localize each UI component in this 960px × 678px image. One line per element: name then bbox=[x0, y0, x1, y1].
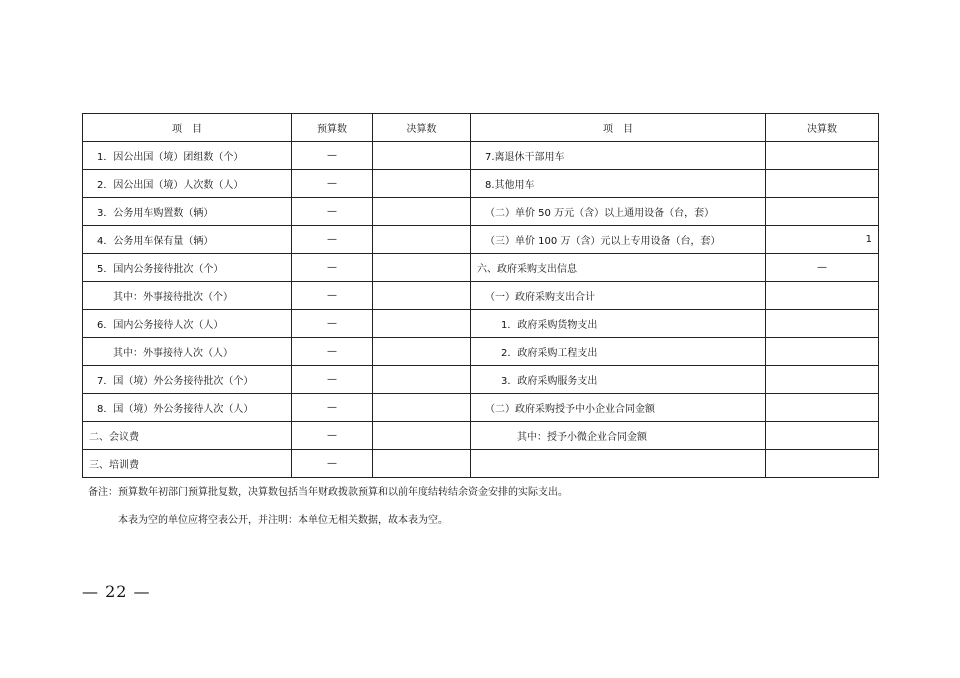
row-item-left: 2．因公出国（境）人次数（人） bbox=[83, 170, 292, 198]
table-row bbox=[83, 254, 879, 282]
row-item-right: 1．政府采购货物支出 bbox=[471, 310, 766, 338]
row-final-right bbox=[766, 450, 879, 478]
row-item-left: 其中：外事接待人次（人） bbox=[83, 338, 292, 366]
row-item-right: 7.离退休干部用车 bbox=[471, 142, 766, 170]
header-budget: 预算数 bbox=[292, 114, 373, 142]
row-budget: — bbox=[292, 394, 373, 422]
row-item-left: 1．因公出国（境）团组数（个） bbox=[83, 142, 292, 170]
header-final-right: 决算数 bbox=[766, 114, 879, 142]
row-item-left: 4．公务用车保有量（辆） bbox=[83, 226, 292, 254]
row-item-left: 6．国内公务接待人次（人） bbox=[83, 310, 292, 338]
row-item-left: 3．公务用车购置数（辆） bbox=[83, 198, 292, 226]
row-item-right: 2．政府采购工程支出 bbox=[471, 338, 766, 366]
row-final-left bbox=[373, 450, 471, 478]
row-budget: — bbox=[292, 450, 373, 478]
row-final-right bbox=[766, 310, 879, 338]
row-item-left: 二、会议费 bbox=[83, 422, 292, 450]
row-budget: — bbox=[292, 226, 373, 254]
row-final-left bbox=[373, 226, 471, 254]
row-budget: — bbox=[292, 338, 373, 366]
row-item-right: 其中：授予小微企业合同金额 bbox=[471, 422, 766, 450]
row-final-left bbox=[373, 394, 471, 422]
row-budget: — bbox=[292, 170, 373, 198]
row-item-right: 8.其他用车 bbox=[471, 170, 766, 198]
row-item-left: 5．国内公务接待批次（个） bbox=[83, 254, 292, 282]
row-final-right bbox=[766, 366, 879, 394]
row-budget: — bbox=[292, 422, 373, 450]
table-row bbox=[83, 366, 879, 394]
row-final-left bbox=[373, 366, 471, 394]
row-final-right bbox=[766, 338, 879, 366]
row-final-left bbox=[373, 282, 471, 310]
row-item-left: 8．国（境）外公务接待人次（人） bbox=[83, 394, 292, 422]
row-final-right bbox=[766, 198, 879, 226]
row-budget: — bbox=[292, 198, 373, 226]
row-final-right bbox=[766, 422, 879, 450]
row-final-right: 1 bbox=[766, 226, 879, 254]
row-item-right: 3．政府采购服务支出 bbox=[471, 366, 766, 394]
table-row bbox=[83, 226, 879, 254]
row-final-right: — bbox=[766, 254, 879, 282]
row-final-left bbox=[373, 142, 471, 170]
row-item-left: 7．国（境）外公务接待批次（个） bbox=[83, 366, 292, 394]
row-item-right: （二）单价 50 万元（含）以上通用设备（台，套） bbox=[471, 198, 766, 226]
row-item-right: 六、政府采购支出信息 bbox=[471, 254, 766, 282]
row-final-left bbox=[373, 170, 471, 198]
row-budget: — bbox=[292, 366, 373, 394]
row-final-left bbox=[373, 254, 471, 282]
row-item-right: （二）政府采购授予中小企业合同金额 bbox=[471, 394, 766, 422]
row-budget: — bbox=[292, 310, 373, 338]
row-final-right bbox=[766, 394, 879, 422]
row-final-left bbox=[373, 310, 471, 338]
row-item-right: （一）政府采购支出合计 bbox=[471, 282, 766, 310]
row-budget: — bbox=[292, 142, 373, 170]
header-final-left: 决算数 bbox=[373, 114, 471, 142]
table-row bbox=[83, 338, 879, 366]
table-row bbox=[83, 450, 879, 478]
table-header-row bbox=[83, 114, 879, 142]
row-final-left bbox=[373, 338, 471, 366]
row-final-right bbox=[766, 142, 879, 170]
expense-table bbox=[82, 113, 879, 478]
header-item-left: 项 目 bbox=[83, 114, 292, 142]
row-item-right bbox=[471, 450, 766, 478]
row-final-right bbox=[766, 170, 879, 198]
table-row bbox=[83, 310, 879, 338]
table-row bbox=[83, 282, 879, 310]
table-row bbox=[83, 142, 879, 170]
header-item-right: 项 目 bbox=[471, 114, 766, 142]
row-budget: — bbox=[292, 282, 373, 310]
note-empty-table: 本表为空的单位应将空表公开，并注明：本单位无相关数据，故本表为空。 bbox=[118, 515, 448, 526]
page-number: — 22 — bbox=[82, 582, 151, 601]
row-item-left: 三、培训费 bbox=[83, 450, 292, 478]
row-final-left bbox=[373, 422, 471, 450]
table-notes bbox=[88, 486, 888, 528]
row-item-left: 其中：外事接待批次（个） bbox=[83, 282, 292, 310]
table-row bbox=[83, 198, 879, 226]
row-item-right: （三）单价 100 万（含）元以上专用设备（台，套） bbox=[471, 226, 766, 254]
note-remarks: 备注：预算数年初部门预算批复数，决算数包括当年财政拨款预算和以前年度结转结余资金安排的实际支出。 bbox=[88, 487, 568, 498]
row-final-right bbox=[766, 282, 879, 310]
table-row bbox=[83, 170, 879, 198]
table-row bbox=[83, 394, 879, 422]
table-row bbox=[83, 422, 879, 450]
row-final-left bbox=[373, 198, 471, 226]
row-budget: — bbox=[292, 254, 373, 282]
